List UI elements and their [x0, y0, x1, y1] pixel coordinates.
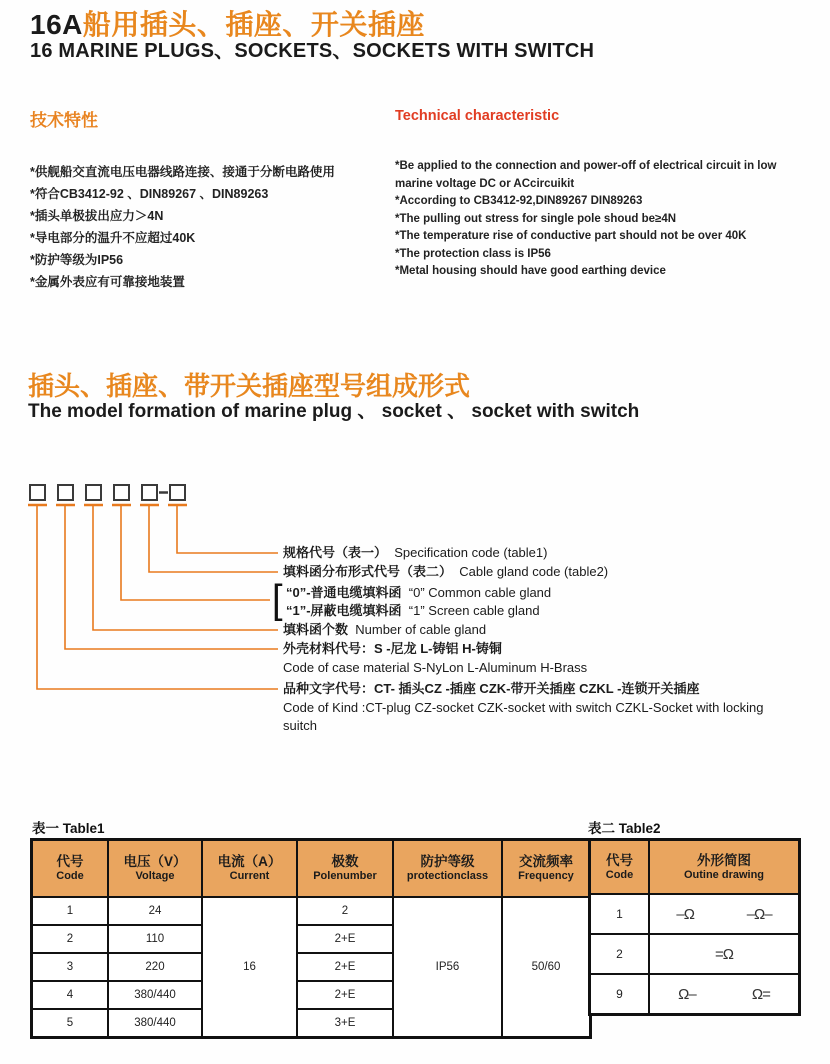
table-row: 9 Ω– Ω=	[590, 974, 800, 1015]
table-row: 2 =Ω	[590, 934, 800, 974]
outline-drawing-table	[588, 838, 801, 1016]
label-gland-type-1: “1”-屏蔽电缆填料函 “1” Screen cable gland	[286, 603, 540, 618]
label-cable-gland-code: 填料函分布形式代号（表二） Cable gland code (table2)	[283, 564, 609, 579]
tech-item-cn: *符合CB3412-92 、DIN89267 、DIN89263	[30, 187, 269, 201]
tech-item-en: *Metal housing should have good earthing device	[395, 265, 666, 277]
col-voltage: 电压（V） Voltage	[108, 840, 202, 898]
model-heading-en: The model formation of marine plug 、 socket 、 socket with switch	[28, 401, 640, 422]
table-row: 5 380/440 3+E	[32, 1009, 591, 1037]
tech-item-en: *Be applied to the connection and power-off of electrical circuit in low marine voltage DC or ACcircuikit	[395, 160, 777, 190]
label-kind-code: 品种文字代号：CT- 插头CZ -插座 CZK-带开关插座 CZKL -连锁开关插座 Code of Kind :CT-plug CZ-socket CZK-socket with switch CZKL-Socket with locking suitch	[283, 681, 764, 733]
page-header	[30, 10, 594, 62]
gland-drawing-icon: Ω–	[678, 985, 696, 1003]
code-box	[86, 485, 101, 500]
label-gland-type-0: “0”-普通电缆填料函 “0” Common cable gland	[286, 585, 552, 600]
page-title	[30, 10, 594, 40]
col-current: 电流（A） Current	[202, 840, 297, 898]
code-box	[58, 485, 73, 500]
page-title-prefix: 16A	[30, 9, 83, 40]
col-polenumber: 极数 Polenumber	[297, 840, 393, 898]
spec-table	[30, 838, 592, 1039]
table-row: 3 220 2+E	[32, 953, 591, 981]
code-box	[170, 485, 185, 500]
label-gland-count: 填料函个数 Number of cable gland	[283, 622, 487, 637]
label-case-material: 外壳材料代号：S -尼龙 L-铸铝 H-铸铜 Code of case material S-NyLon L-Aluminum H-Brass	[283, 641, 588, 675]
tech-heading-cn: 技术特性	[30, 111, 98, 130]
model-section-header	[28, 372, 639, 424]
code-box	[30, 485, 45, 500]
tech-item-cn: *导电部分的温升不应超过40K	[30, 231, 196, 245]
col-frequency: 交流频率 Frequency	[502, 840, 591, 898]
bracket-glyph: [	[272, 577, 283, 623]
table-header-row	[32, 840, 591, 898]
page-title-cn: 船用插头、插座、开关插座	[82, 9, 425, 40]
merged-frequency-cell: 50/60	[502, 897, 591, 1037]
tech-list-en	[395, 158, 815, 281]
tech-item-en: *The temperature rise of conductive part should not be over 40K	[395, 230, 747, 242]
code-box	[142, 485, 157, 500]
tech-item-en: *The pulling out stress for single pole shoud be≥4N	[395, 212, 677, 225]
tech-characteristics-en	[395, 108, 815, 281]
gland-drawing-icon: –Ω–	[746, 905, 772, 923]
tech-item-cn: *防护等级为IP56	[30, 253, 124, 267]
tech-item-en: *The protection class is IP56	[395, 247, 551, 260]
tech-item-cn: *插头单极拔出应力＞4N	[30, 209, 164, 223]
col-code: 代号 Code	[590, 840, 650, 895]
tech-characteristics-cn	[30, 106, 380, 293]
gland-drawing-icon: –Ω	[676, 905, 694, 923]
table2-caption: 表二 Table2	[588, 821, 661, 836]
page-title-en: 16 MARINE PLUGS、SOCKETS、SOCKETS WITH SWITCH	[30, 40, 595, 62]
gland-drawing-icon: =Ω	[715, 945, 733, 963]
tech-list-cn	[30, 161, 380, 293]
col-protection: 防护等级 protectionclass	[393, 840, 502, 898]
tech-item-cn: *供舰船交直流电压电器线路连接、接通于分断电路使用	[30, 165, 335, 179]
gland-drawing-icon: Ω=	[751, 985, 770, 1003]
merged-current-cell: 16	[202, 897, 297, 1037]
tech-item-cn: *金属外表应有可靠接地装置	[30, 275, 185, 289]
merged-protection-cell: IP56	[393, 897, 502, 1037]
label-specification-code: 规格代号（表一） Specification code (table1)	[283, 545, 548, 560]
table-row: 1 –Ω –Ω–	[590, 894, 800, 934]
table-row: 1 24 16 2 IP56 50/60	[32, 897, 591, 925]
tech-item-en: *According to CB3412-92,DIN89267 DIN89263	[395, 195, 643, 207]
table-row: 4 380/440 2+E	[32, 981, 591, 1009]
table-row: 2 110 2+E	[32, 925, 591, 953]
col-outline-drawing: 外形简图 Outine drawing	[649, 840, 800, 895]
model-heading-cn: 插头、插座、带开关插座型号组成形式	[28, 371, 471, 401]
col-code: 代号 Code	[32, 840, 109, 898]
table-header-row	[590, 840, 800, 895]
code-box	[114, 485, 129, 500]
table1-caption: 表一 Table1	[32, 821, 105, 836]
connector-lines	[37, 506, 278, 689]
tech-heading-en: Technical characteristic	[395, 108, 560, 124]
